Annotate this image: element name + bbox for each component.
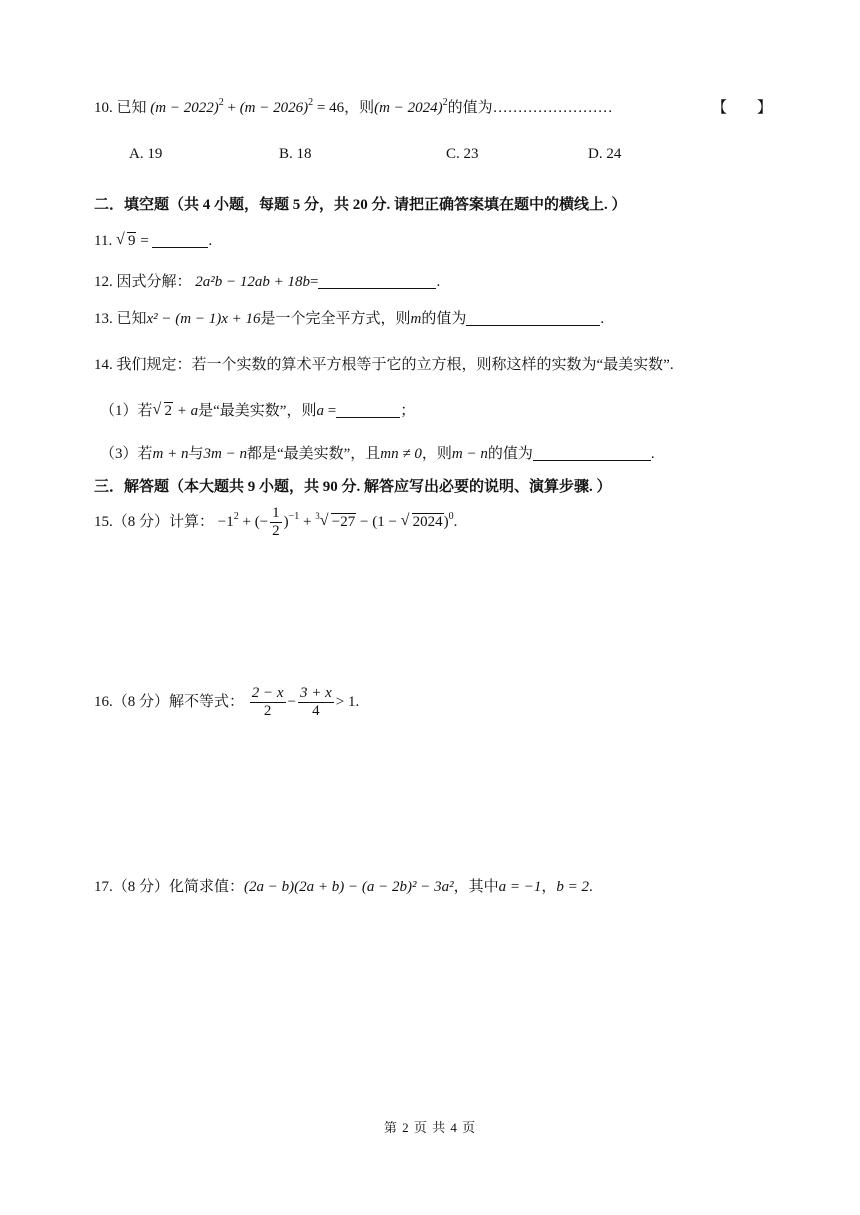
q17-mid: ，其中 (453, 879, 499, 895)
period: . (208, 233, 213, 249)
q10-pre: 已知 (116, 100, 147, 116)
q14-then: ，则 (421, 446, 452, 462)
q14-mid: 是“最美实数”，则 (198, 403, 317, 419)
fraction-2 (298, 685, 334, 720)
option-d: D. 24 (588, 146, 622, 162)
q10-exp-a: 2 (218, 97, 224, 108)
sqrt-symbol: √ 9 (115, 231, 136, 249)
cube-root-symbol: √ −27 (319, 511, 356, 530)
answer-blank[interactable] (533, 445, 651, 461)
minus: − (287, 693, 297, 710)
fraction-1 (250, 685, 286, 720)
q13-post: 的值为 (421, 311, 467, 327)
q15-term-1: −1 (217, 513, 234, 530)
question-number: 12. (94, 274, 113, 290)
option-a: A. 19 (129, 146, 163, 162)
option-c: C. 23 (446, 146, 479, 162)
answer-blank[interactable] (466, 310, 600, 326)
period: . (589, 879, 593, 895)
sqrt-symbol: √ 2024 (400, 511, 443, 530)
answer-blank[interactable] (318, 273, 436, 289)
question-number: 15. (94, 513, 113, 530)
q14-expr-b: 3m − n (203, 446, 247, 462)
denominator: 4 (312, 703, 320, 719)
q17-expression: (2a − b)(2a + b) − (a − 2b)² − 3a² (244, 879, 454, 895)
semicolon: ； (400, 403, 416, 419)
radicand: 9 (127, 233, 136, 249)
fraction-half (270, 505, 282, 540)
q14-expr-d: m − n (451, 446, 488, 462)
numerator: 2 − x (251, 685, 284, 701)
denominator: 2 (272, 523, 280, 539)
period: . (436, 274, 441, 290)
q10-expr-b: (m − 2026) (239, 100, 309, 116)
section-3-heading: 三．解答题（本大题共 9 小题，共 90 分. 解答应写出必要的说明、演算步骤. ） (94, 479, 612, 495)
numerator: 3 + x (300, 685, 332, 701)
question-17 (94, 875, 593, 896)
separator: ， (541, 879, 557, 895)
period: . (453, 513, 458, 530)
q14-post: 的值为 (487, 446, 533, 462)
q15-text: （8 分）计算： (112, 513, 215, 530)
q14-var: a (316, 403, 324, 419)
question-11 (94, 232, 212, 250)
question-13 (94, 307, 604, 328)
period: . (600, 311, 605, 327)
equals: = (136, 233, 153, 249)
q17-text: （8 分）化简求值： (112, 879, 245, 895)
condition-b: b = 2 (556, 879, 589, 895)
q15-term-2: + (− (238, 513, 269, 530)
q14-expr-a: m + n (152, 446, 189, 462)
q14-plus-a: + a (173, 403, 199, 419)
question-number: 13. (94, 311, 113, 327)
answer-bracket: 【 】 (712, 100, 773, 116)
q10-expr-a: (m − 2022) (150, 100, 219, 116)
radicand: 2 (164, 403, 173, 419)
page-footer: 第 2 页 共 4 页 (383, 1120, 477, 1135)
q13-mid: 是一个完全平方式，则 (260, 311, 411, 327)
q13-expression: x² − (m − 1)x + 16 (146, 311, 261, 327)
period: . (355, 693, 360, 710)
q15-close-paren: ) (283, 513, 289, 530)
radicand: 2024 (412, 513, 443, 530)
q14-with: 与 (188, 446, 204, 462)
period: . (650, 446, 655, 462)
radicand: −27 (331, 513, 356, 530)
q10-mid: ，则 (344, 100, 375, 116)
q16-text: （8 分）解不等式： (112, 693, 245, 710)
equals: = (310, 274, 319, 290)
question-number: 17. (94, 879, 113, 895)
q12-text: 因式分解： (116, 274, 192, 290)
part-label: （3）若 (100, 446, 153, 462)
question-14-part-3 (100, 442, 655, 463)
q10-equals: = 46 (313, 100, 345, 116)
q14-mid: 都是“最美实数”，且 (246, 446, 381, 462)
question-14: 14. 我们规定：若一个实数的算术平方根等于它的立方根，则称这样的实数为“最美实数”. (94, 357, 674, 373)
greater-than: > 1 (335, 693, 356, 710)
section-2-heading: 二．填空题（共 4 小题，每题 5 分，共 20 分. 请把正确答案填在题中的横线上. ） (94, 197, 627, 213)
q13-var: m (410, 311, 422, 327)
question-number: 11. (94, 233, 113, 249)
q10-post: 的值为…………………… (447, 100, 613, 116)
q12-expression: 2a²b − 12ab + 18b (195, 274, 311, 290)
q10-exp-c: 2 (442, 97, 448, 108)
condition-a: a = −1 (498, 879, 542, 895)
q15-plus: + (299, 513, 316, 530)
q15-exp-0: 0 (448, 510, 454, 522)
q15-exp-1: 2 (233, 510, 239, 522)
equals: = (323, 403, 337, 419)
question-number: 16. (94, 693, 113, 710)
part-label: （1）若 (100, 403, 153, 419)
question-10 (94, 96, 613, 117)
q10-expr-c: (m − 2024) (374, 100, 443, 116)
question-12 (94, 270, 440, 291)
numerator: 1 (272, 505, 280, 521)
question-15 (94, 505, 457, 540)
question-16 (94, 685, 359, 720)
q15-close-paren: ) (443, 513, 449, 530)
question-14-part-1 (100, 399, 415, 420)
cube-root-index: 3 (315, 510, 320, 521)
q13-pre: 已知 (116, 311, 147, 327)
q15-exp-neg1: −1 (288, 510, 300, 522)
question-number: 10. (94, 100, 113, 116)
q10-plus: + (223, 100, 240, 116)
q14-condition: mn ≠ 0 (380, 446, 422, 462)
option-b: B. 18 (279, 146, 312, 162)
q10-exp-b: 2 (308, 97, 314, 108)
sqrt-symbol: √ 2 (152, 401, 173, 419)
denominator: 2 (263, 703, 272, 719)
q15-term-5: − (1 − (356, 513, 401, 530)
answer-blank[interactable] (336, 402, 400, 418)
answer-blank[interactable] (152, 232, 208, 248)
